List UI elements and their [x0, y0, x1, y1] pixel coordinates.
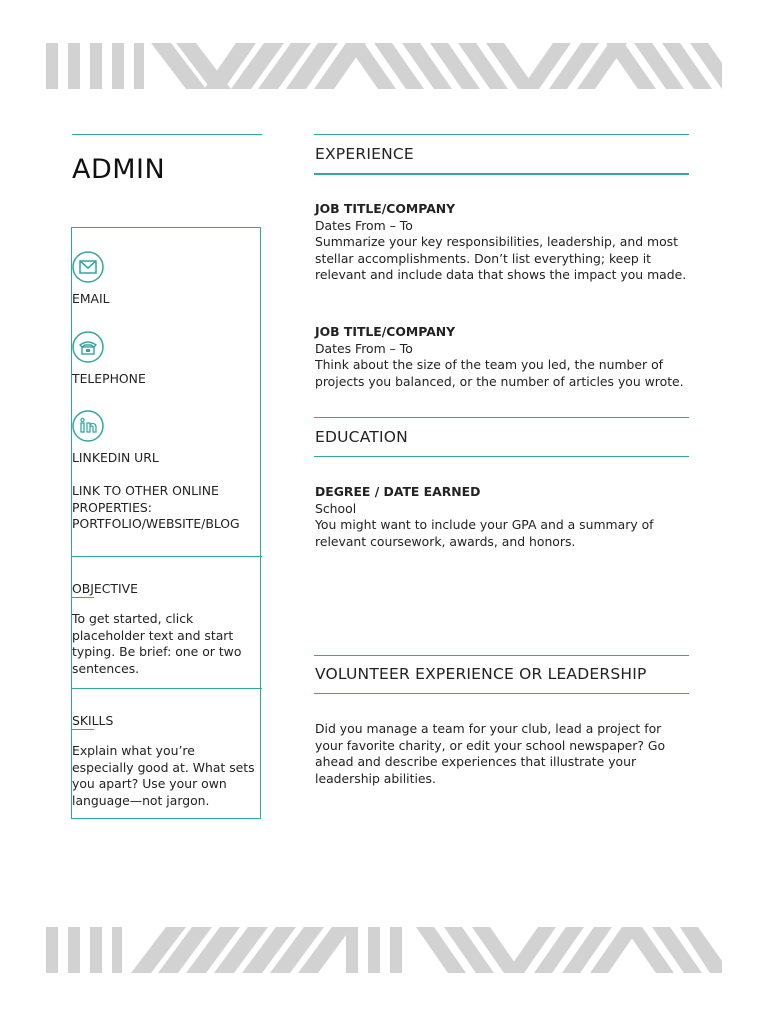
volunteer-bottom-rule [314, 693, 689, 694]
job-entry [315, 201, 690, 284]
volunteer-top-rule [314, 655, 689, 656]
skills-title: SKILLS [72, 713, 114, 728]
decorative-pattern-top [46, 43, 722, 89]
experience-bottom-rule [314, 173, 689, 175]
volunteer-heading: VOLUNTEER EXPERIENCE OR LEADERSHIP [315, 665, 647, 683]
decorative-pattern-bottom [46, 927, 722, 973]
job-title: JOB TITLE/COMPANY [315, 201, 456, 216]
job-dates: Dates From – To [315, 340, 413, 356]
volunteer-description: Did you manage a team for your club, lead a project for your favorite charity, or edit your school newspaper? Go ahead and describe experiences that illustrate your leadership abilities. [315, 721, 666, 786]
experience-heading: EXPERIENCE [315, 145, 414, 163]
job-dates: Dates From – To [315, 217, 413, 233]
linkedin-label: LINKEDIN URL [72, 450, 159, 465]
education-top-rule [314, 417, 689, 418]
education-bottom-rule [314, 456, 689, 457]
education-heading: EDUCATION [315, 428, 408, 446]
resume-name: ADMIN [72, 154, 166, 185]
experience-top-rule [314, 134, 689, 135]
linkedin-icon [72, 410, 104, 442]
education-description: You might want to include your GPA and a summary of relevant coursework, awards, and honors. [315, 517, 654, 549]
sidebar-divider-1 [71, 556, 262, 557]
degree-title: DEGREE / DATE EARNED [315, 484, 481, 499]
job-description: Summarize your key responsibilities, leadership, and most stellar accomplishments. Don’t list everything; keep it relevant and include data that shows the impact you made. [315, 234, 687, 282]
email-label: EMAIL [72, 291, 110, 306]
name-top-rule [72, 134, 262, 135]
telephone-icon [72, 331, 104, 363]
objective-title: OBJECTIVE [72, 581, 138, 596]
education-entry [315, 484, 690, 550]
skills-text: Explain what you’re especially good at. What sets you apart? Use your own language—not jargon. [72, 743, 255, 808]
objective-text: To get started, click placeholder text and start typing. Be brief: one or two sentences. [72, 611, 242, 676]
skills-title-underline [72, 729, 94, 730]
job-description: Think about the size of the team you led, the number of projects you balanced, or the number of articles you wrote. [315, 357, 684, 389]
telephone-label: TELEPHONE [72, 371, 146, 386]
other-links-text: LINK TO OTHER ONLINE PROPERTIES: PORTFOLIO/WEBSITE/BLOG [72, 483, 240, 531]
school-name: School [315, 500, 357, 516]
sidebar-divider-2 [71, 688, 262, 689]
job-title: JOB TITLE/COMPANY [315, 324, 456, 339]
email-icon [72, 251, 104, 283]
job-entry [315, 324, 690, 390]
objective-title-underline [72, 597, 94, 598]
